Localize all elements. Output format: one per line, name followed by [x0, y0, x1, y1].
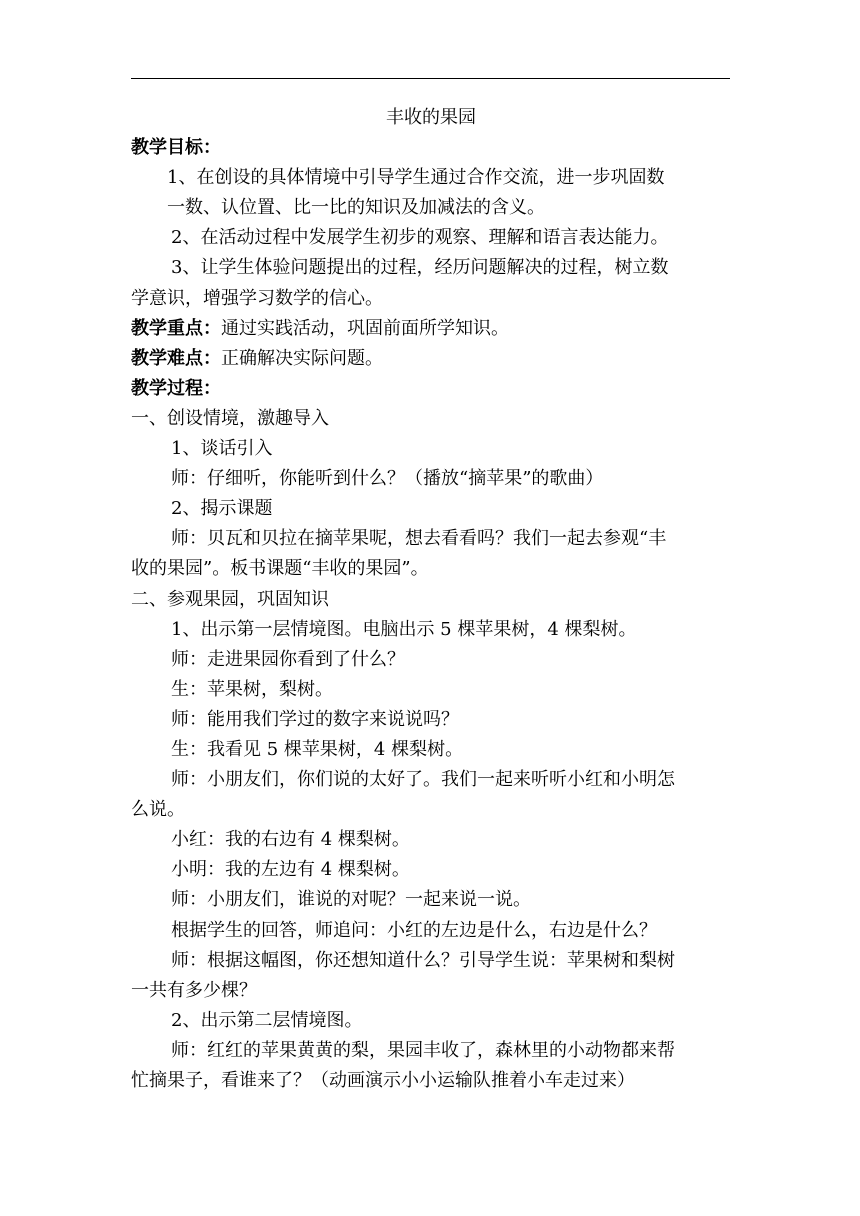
- objective-2-line-1: 2、在活动过程中发展学生初步的观察、理解和语言表达能力。: [171, 227, 669, 249]
- process-line: 么说。: [131, 799, 185, 821]
- difficulty-text: 正确解决实际问题。: [221, 347, 383, 369]
- process-line: 小明：我的左边有 4 棵梨树。: [171, 859, 410, 881]
- process-line: 生：我看见 5 棵苹果树，4 棵梨树。: [171, 738, 464, 760]
- process-line: 师：根据这幅图，你还想知道什么？引导学生说：苹果树和梨树: [171, 949, 675, 971]
- objective-3-line-1: 3、让学生体验问题提出的过程，经历问题解决的过程，树立数: [171, 257, 669, 279]
- process-line: 师：小朋友们，谁说的对呢？一起来说一说。: [171, 889, 531, 911]
- process-line: 忙摘果子，看谁来了？（动画演示小小运输队推着小车走过来）: [131, 1070, 635, 1091]
- process-line: 收的果园”。板书课题“丰收的果园”。: [131, 558, 429, 580]
- process-line: 2、出示第二层情境图。: [171, 1009, 363, 1031]
- process-line: 师：仔细听，你能听到什么？（播放“摘苹果”的歌曲）: [171, 468, 604, 490]
- objectives-heading: 教学目标：: [131, 137, 221, 159]
- process-line: 师：能用我们学过的数字来说说吗？: [171, 708, 459, 730]
- header-rule: [131, 78, 730, 79]
- difficulty: [131, 344, 731, 374]
- document-title: 丰收的果园: [386, 107, 476, 128]
- process-line: 根据学生的回答，师追问：小红的左边是什么，右边是什么？: [171, 919, 657, 941]
- process-heading: 教学过程：: [131, 377, 221, 399]
- key-point-text: 通过实践活动，巩固前面所学知识。: [221, 317, 509, 339]
- process-line: 师：贝瓦和贝拉在摘苹果呢，想去看看吗？我们一起去参观“丰: [171, 528, 667, 550]
- process-line: 生：苹果树，梨树。: [171, 678, 333, 700]
- process-line: 师：小朋友们，你们说的太好了。我们一起来听听小红和小明怎: [171, 769, 675, 791]
- key-point: [131, 314, 731, 344]
- process-section-1: 一、创设情境，激趣导入: [131, 407, 329, 429]
- process-line: 师：红红的苹果黄黄的梨，果园丰收了，森林里的小动物都来帮: [171, 1039, 675, 1061]
- process-line: 一共有多少棵？: [131, 979, 257, 1001]
- document-body: [131, 103, 731, 1096]
- process-line: 1、谈话引入: [171, 438, 273, 460]
- process-section-2: 二、参观果园，巩固知识: [131, 588, 329, 610]
- objective-1-line-1: 1、在创设的具体情境中引导学生通过合作交流，进一步巩固数: [167, 167, 665, 189]
- process-line: 小红：我的右边有 4 棵梨树。: [171, 829, 410, 851]
- process-line: 2、揭示课题: [171, 498, 273, 520]
- key-point-label: 教学重点：: [131, 317, 221, 339]
- objective-3-line-2: 学意识，增强学习数学的信心。: [131, 287, 383, 309]
- difficulty-label: 教学难点：: [131, 347, 221, 369]
- objective-1-line-2: 一数、认位置、比一比的知识及加减法的含义。: [167, 197, 545, 219]
- process-line: 师：走进果园你看到了什么？: [171, 648, 405, 670]
- process-line: 1、出示第一层情境图。电脑出示 5 棵苹果树，4 棵梨树。: [171, 618, 637, 640]
